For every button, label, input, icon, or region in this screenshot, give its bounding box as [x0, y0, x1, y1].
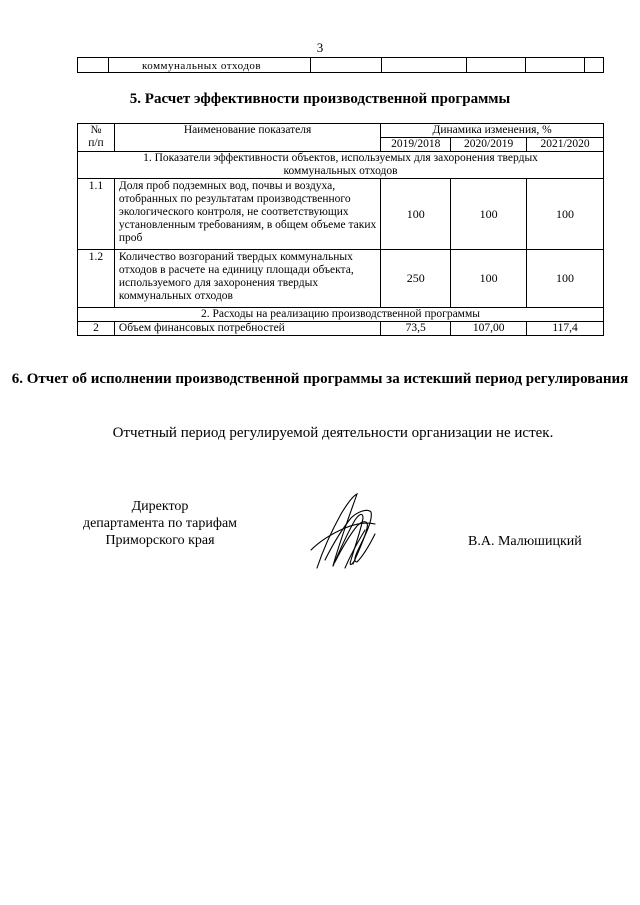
table-row [78, 58, 604, 73]
signatory-title [60, 498, 260, 549]
table-row [78, 179, 604, 250]
signatory-title-line: Директор [131, 499, 189, 514]
group-2-title: 2. Расходы на реализацию производственной программы [78, 308, 604, 322]
fragment-text: коммунальных отходов [109, 58, 311, 73]
row-value: 100 [451, 179, 527, 250]
table-header-row [78, 124, 604, 138]
row-num: 2 [78, 322, 115, 336]
group-1-title: 1. Показатели эффективности объектов, используемых для захоронения твердых коммунальных отходов [78, 152, 604, 179]
row-name: Доля проб подземных вод, почвы и воздуха, отобранных по результатам производственного экологического контроля, не соответствующих установленным требованиям, в общем объеме таких проб [114, 179, 380, 250]
row-name: Объем финансовых потребностей [114, 322, 380, 336]
header-num-line1: № [90, 124, 102, 136]
row-value: 100 [381, 179, 451, 250]
row-value: 107,00 [451, 322, 527, 336]
row-name: Количество возгораний твердых коммунальных отходов в расчете на единицу площади объекта, используемого для захоронения твердых коммунальных отходов [114, 250, 380, 308]
row-value: 250 [381, 250, 451, 308]
section-5-heading: 5. Расчет эффективности производственной программы [129, 91, 511, 107]
row-num: 1.2 [78, 250, 115, 308]
header-num-cell [78, 124, 115, 152]
row-num: 1.1 [78, 179, 115, 250]
section-6-heading: 6. Отчет об исполнении производственной программы за истекший период регулирования [11, 371, 629, 387]
previous-table-fragment [77, 57, 604, 73]
row-value: 117,4 [527, 322, 604, 336]
header-period: 2019/2018 [381, 138, 451, 152]
table-row [78, 322, 604, 336]
signatory-title-line: департамента по тарифам [82, 516, 238, 531]
signatory-name: В.А. Малюшицкий [468, 534, 582, 549]
row-value: 100 [527, 179, 604, 250]
row-value: 73,5 [381, 322, 451, 336]
table-row [78, 250, 604, 308]
handwritten-signature [305, 490, 385, 575]
table-group-row [78, 308, 604, 322]
signatory-title-line: Приморского края [105, 533, 215, 548]
efficiency-table [77, 123, 604, 336]
header-name-cell: Наименование показателя [114, 124, 380, 152]
report-status-text: Отчетный период регулируемой деятельности организации не истек. [112, 425, 554, 441]
row-value: 100 [527, 250, 604, 308]
table-group-row [78, 152, 604, 179]
header-period: 2021/2020 [527, 138, 604, 152]
page-number: 3 [316, 40, 324, 55]
row-value: 100 [451, 250, 527, 308]
header-num-line2: п/п [88, 137, 104, 149]
header-period: 2020/2019 [451, 138, 527, 152]
header-dynamics-cell: Динамика изменения, % [381, 124, 604, 138]
